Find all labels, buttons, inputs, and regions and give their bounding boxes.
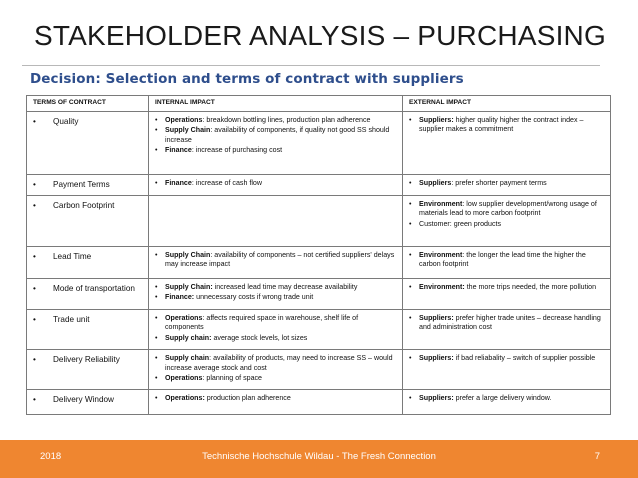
term-cell (27, 279, 149, 310)
impact-description: average stock levels, lot sizes (211, 333, 308, 342)
term-item (33, 283, 142, 294)
bullet-glyph: • (409, 116, 412, 124)
impact-item (409, 314, 604, 333)
impact-description: Customer: green products (419, 219, 502, 228)
impact-description: : breakdown bottling lines, production plan adherence (202, 116, 371, 124)
bullet-glyph: • (33, 117, 36, 126)
impact-category: Supply Chain (165, 126, 211, 135)
impact-description: : availability of products, may need to increase SS – would increase average stock and cost (165, 354, 393, 372)
bullet-glyph: • (33, 252, 36, 261)
bullet-glyph: • (155, 314, 158, 322)
impact-category: Supply chain (165, 354, 210, 363)
impact-list (155, 179, 396, 188)
impact-description: : increase of purchasing cost (191, 146, 283, 155)
impact-item (409, 179, 604, 188)
impact-list (155, 314, 396, 343)
table-row (27, 247, 611, 279)
title-divider (22, 65, 600, 66)
footer-bar (0, 440, 638, 478)
impact-text (165, 314, 396, 333)
term-cell (27, 247, 149, 279)
bullet-glyph: • (155, 354, 158, 363)
internal-impact-cell (149, 350, 403, 390)
bullet-glyph: • (409, 314, 412, 322)
table-row (27, 350, 611, 390)
impact-list (155, 394, 396, 403)
impact-description: : planning of space (202, 374, 263, 383)
term-item (33, 394, 142, 405)
bullet-glyph: • (33, 355, 36, 365)
internal-impact-cell (149, 175, 403, 196)
impact-list (155, 116, 396, 156)
header-internal: INTERNAL IMPACT (149, 96, 403, 112)
impact-description: : availability of components, if quality not good SS should increase (165, 126, 390, 144)
impact-list (409, 394, 604, 403)
term-item (33, 354, 142, 365)
internal-impact-cell (149, 196, 403, 247)
impact-category: Supply Chain: (165, 283, 213, 291)
impact-text (419, 394, 604, 403)
impact-text (165, 146, 396, 155)
impact-list (409, 354, 604, 363)
impact-item (409, 283, 604, 292)
impact-list (409, 200, 604, 229)
impact-item (155, 354, 396, 373)
impact-text (419, 251, 604, 270)
impact-list (155, 354, 396, 383)
term-cell (27, 175, 149, 196)
external-impact-cell (403, 390, 611, 415)
bullet-glyph: • (409, 251, 412, 259)
external-impact-cell (403, 247, 611, 279)
impact-item (155, 334, 396, 343)
impact-description: : increase of cash flow (191, 179, 262, 187)
impact-text (165, 179, 396, 188)
external-impact-cell (403, 196, 611, 247)
impact-item (155, 116, 396, 125)
impact-item (155, 394, 396, 403)
table-row (27, 310, 611, 350)
impact-description: : availability of components – not certified suppliers' delays may increase impact (165, 251, 395, 269)
external-impact-cell (403, 279, 611, 310)
impact-item (155, 126, 396, 145)
bullet-glyph: • (155, 126, 158, 135)
impact-category: Operations (165, 374, 203, 383)
bullet-glyph: • (155, 251, 158, 259)
internal-impact-cell (149, 112, 403, 175)
impact-description: : the longer the lead time the higher the carbon footprint (419, 251, 586, 269)
footer-year: 2018 (40, 451, 62, 462)
impact-category: Environment (419, 200, 463, 208)
impact-item (155, 293, 396, 302)
impact-description: increased lead time may decrease availability (212, 283, 358, 291)
bullet-glyph: • (409, 179, 412, 187)
slide-title: STAKEHOLDER ANALYSIS – PURCHASING (34, 20, 606, 51)
impact-item (409, 220, 604, 229)
term-label: Lead Time (53, 252, 92, 261)
bullet-glyph: • (33, 284, 36, 293)
stakeholder-table (26, 95, 611, 415)
impact-item (155, 251, 396, 270)
impact-description: unnecessary costs if wrong trade unit (194, 293, 314, 302)
impact-category: Finance: (165, 293, 195, 302)
impact-description: production plan adherence (204, 394, 291, 403)
term-item (33, 179, 142, 190)
impact-text (165, 251, 396, 270)
bullet-glyph: • (155, 146, 158, 155)
impact-text (165, 116, 396, 125)
bullet-glyph: • (33, 315, 36, 324)
term-item (33, 200, 142, 211)
impact-item (409, 251, 604, 270)
table-row (27, 196, 611, 247)
table-row (27, 112, 611, 175)
impact-item (155, 146, 396, 155)
impact-item (409, 394, 604, 403)
impact-text (165, 293, 396, 302)
impact-text (165, 283, 396, 292)
bullet-glyph: • (33, 395, 36, 405)
impact-category: Suppliers: (419, 314, 454, 322)
impact-list (409, 179, 604, 188)
external-impact-cell (403, 175, 611, 196)
term-cell (27, 390, 149, 415)
bullet-glyph: • (155, 394, 158, 403)
impact-text (165, 126, 396, 145)
impact-category: Operations (165, 116, 203, 124)
table-row (27, 390, 611, 415)
impact-text (165, 354, 396, 373)
impact-text (419, 314, 604, 333)
footer-page-number: 7 (594, 451, 600, 462)
internal-impact-cell (149, 310, 403, 350)
impact-list (409, 283, 604, 292)
table-row (27, 175, 611, 196)
term-label: Quality (53, 117, 79, 126)
header-external: EXTERNAL IMPACT (403, 96, 611, 112)
table-header-row (27, 96, 611, 112)
term-label: Mode of transportation (53, 284, 135, 293)
impact-category: Finance (165, 146, 192, 155)
impact-description: the more trips needed, the more pollution (464, 283, 597, 291)
impact-text (419, 200, 604, 219)
bullet-glyph: • (409, 200, 412, 208)
impact-category: Suppliers: (419, 394, 454, 403)
bullet-glyph: • (155, 116, 158, 124)
impact-description: : low supplier development/wrong usage of materials lead to more carbon footprint (419, 200, 597, 218)
term-cell (27, 112, 149, 175)
term-label: Delivery Reliability (53, 355, 120, 365)
impact-text (165, 374, 396, 383)
impact-item (409, 354, 604, 363)
impact-text (419, 354, 604, 363)
bullet-glyph: • (33, 180, 36, 189)
term-item (33, 314, 142, 325)
impact-category: Operations: (165, 394, 205, 403)
internal-impact-cell (149, 247, 403, 279)
term-item (33, 251, 142, 262)
bullet-glyph: • (409, 283, 412, 291)
external-impact-cell (403, 112, 611, 175)
bullet-glyph: • (33, 201, 36, 210)
impact-category: Finance (165, 179, 192, 187)
bullet-glyph: • (155, 374, 158, 383)
impact-item (155, 374, 396, 383)
impact-text (419, 179, 604, 188)
internal-impact-cell (149, 390, 403, 415)
impact-description: higher quality higher the contract index – supplier makes a commitment (419, 116, 584, 134)
impact-category: Suppliers: (419, 354, 454, 363)
term-cell (27, 350, 149, 390)
impact-item (155, 179, 396, 188)
header-terms: TERMS OF CONTRACT (27, 96, 149, 112)
term-label: Payment Terms (53, 180, 110, 189)
impact-category: Operations (165, 314, 203, 322)
bullet-glyph: • (155, 179, 158, 187)
term-label: Delivery Window (53, 395, 114, 405)
internal-impact-cell (149, 279, 403, 310)
impact-item (409, 116, 604, 135)
impact-list (155, 283, 396, 303)
impact-text (165, 334, 396, 343)
impact-item (409, 200, 604, 219)
impact-list (409, 314, 604, 333)
bullet-glyph: • (409, 394, 412, 403)
external-impact-cell (403, 310, 611, 350)
impact-list (409, 116, 604, 135)
term-label: Carbon Footprint (53, 201, 115, 210)
bullet-glyph: • (409, 354, 412, 363)
term-label: Trade unit (53, 315, 90, 324)
impact-description: prefer a large delivery window. (453, 394, 552, 403)
impact-list (155, 251, 396, 270)
bullet-glyph: • (155, 293, 158, 302)
term-cell (27, 196, 149, 247)
external-impact-cell (403, 350, 611, 390)
bullet-glyph: • (155, 283, 158, 291)
impact-text (419, 283, 604, 292)
table-row (27, 279, 611, 310)
impact-description: prefer higher trade unites – decrease handling and administration cost (419, 314, 601, 332)
impact-category: Suppliers (419, 179, 452, 187)
impact-category: Suppliers: (419, 116, 454, 124)
impact-description: if bad reliabality – switch of supplier possible (453, 354, 596, 363)
impact-description: : affects required space in warehouse, shelf life of components (165, 314, 359, 332)
impact-item (155, 314, 396, 333)
term-cell (27, 310, 149, 350)
impact-list (409, 251, 604, 270)
impact-text (419, 220, 604, 229)
impact-category: Environment (419, 251, 463, 259)
impact-text (419, 116, 604, 135)
impact-text (165, 394, 396, 403)
impact-category: Supply chain: (165, 333, 212, 342)
impact-item (155, 283, 396, 292)
term-item (33, 116, 142, 127)
bullet-glyph: • (155, 333, 158, 342)
impact-category: Environment: (419, 283, 465, 291)
impact-category: Supply Chain (165, 251, 211, 259)
slide-subtitle: Decision: Selection and terms of contract with suppliers (30, 71, 464, 87)
impact-description: : prefer shorter payment terms (451, 179, 547, 187)
bullet-glyph: • (409, 219, 412, 228)
footer-center-text: Technische Hochschule Wildau - The Fresh Connection (202, 451, 436, 462)
